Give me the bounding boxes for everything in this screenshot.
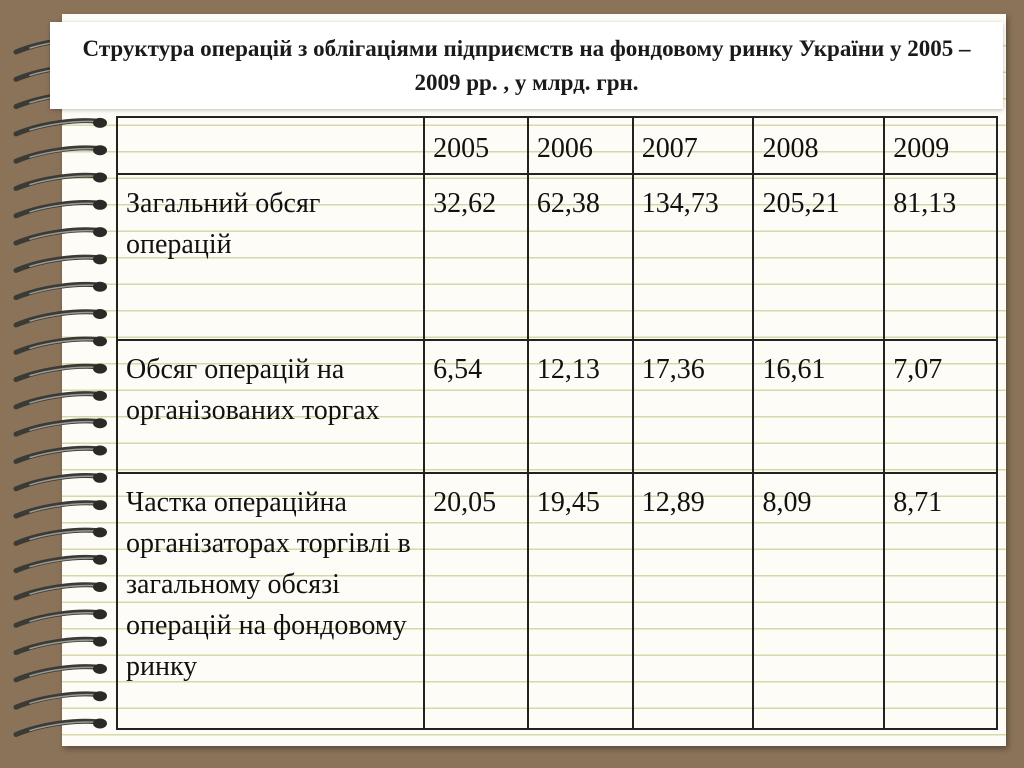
page-title: Структура операцій з облігаціями підприємств на фондовому ринку України у 2005 – 2009 рр. , у млрд. грн.: [82, 35, 971, 95]
spiral-ring: [16, 667, 104, 680]
spiral-ring: [16, 721, 104, 734]
spiral-ring: [16, 312, 104, 325]
table-cell: 62,38: [528, 174, 633, 340]
spiral-hole: [93, 282, 107, 292]
table-cell: 32,62: [424, 174, 528, 340]
spiral-hole: [93, 227, 107, 237]
spiral-hole: [93, 418, 107, 428]
spiral-hole: [93, 364, 107, 374]
spiral-hole: [93, 391, 107, 401]
spiral-ring: [16, 366, 104, 379]
spiral-ring: [16, 557, 104, 570]
spiral-ring: [16, 339, 104, 352]
table-cell: 6,54: [424, 340, 528, 473]
table-row: [117, 340, 997, 473]
row-label: Обсяг операцій на організованих торгах: [117, 340, 424, 473]
table-row: [117, 174, 997, 340]
year-header: 2006: [528, 117, 633, 174]
table-cell: 12,13: [528, 340, 633, 473]
table-cell: 134,73: [633, 174, 754, 340]
spiral-ring: [16, 284, 104, 297]
title-panel: [50, 22, 1003, 109]
row-label: Частка операційна організаторах торгівлі в загальному обсязі операцій на фондовому ринку: [117, 473, 424, 729]
spiral-ring: [16, 175, 104, 188]
spiral-ring: [16, 148, 104, 161]
spiral-hole: [93, 200, 107, 210]
table-cell: 8,09: [753, 473, 884, 729]
table-cell: 205,21: [753, 174, 884, 340]
table-cell: 19,45: [528, 473, 633, 729]
spiral-ring: [16, 612, 104, 625]
spiral-binding: [0, 30, 120, 750]
spiral-ring: [16, 639, 104, 652]
row-label: Загальний обсяг операцій: [117, 174, 424, 340]
spiral-ring: [16, 421, 104, 434]
spiral-hole: [93, 582, 107, 592]
table-cell: 20,05: [424, 473, 528, 729]
spiral-ring: [16, 230, 104, 243]
year-header: 2009: [884, 117, 997, 174]
spiral-ring: [16, 394, 104, 407]
spiral-hole: [93, 446, 107, 456]
spiral-hole: [93, 691, 107, 701]
spiral-hole: [93, 637, 107, 647]
year-header: 2008: [753, 117, 884, 174]
spiral-hole: [93, 309, 107, 319]
spiral-ring: [16, 203, 104, 216]
spiral-ring: [16, 503, 104, 516]
spiral-ring: [16, 257, 104, 270]
spiral-hole: [93, 527, 107, 537]
spiral-hole: [93, 500, 107, 510]
table-corner-cell: [117, 117, 424, 174]
spiral-hole: [93, 555, 107, 565]
spiral-ring: [16, 585, 104, 598]
year-header: 2007: [633, 117, 754, 174]
spiral-hole: [93, 254, 107, 264]
table-cell: 12,89: [633, 473, 754, 729]
spiral-hole: [93, 173, 107, 183]
year-header: 2005: [424, 117, 528, 174]
spiral-hole: [93, 664, 107, 674]
table-cell: 81,13: [884, 174, 997, 340]
table-cell: 17,36: [633, 340, 754, 473]
spiral-ring: [16, 121, 104, 134]
table-cell: 8,71: [884, 473, 997, 729]
spiral-ring: [16, 476, 104, 489]
spiral-hole: [93, 719, 107, 729]
table-row: [117, 473, 997, 729]
spiral-hole: [93, 336, 107, 346]
spiral-hole: [93, 609, 107, 619]
spiral-hole: [93, 145, 107, 155]
spiral-ring: [16, 694, 104, 707]
table-cell: 16,61: [753, 340, 884, 473]
spiral-hole: [93, 473, 107, 483]
spiral-hole: [93, 118, 107, 128]
table-header-row: [117, 117, 997, 174]
table-cell: 7,07: [884, 340, 997, 473]
bonds-operations-table: [116, 116, 998, 730]
spiral-ring: [16, 530, 104, 543]
spiral-ring: [16, 448, 104, 461]
